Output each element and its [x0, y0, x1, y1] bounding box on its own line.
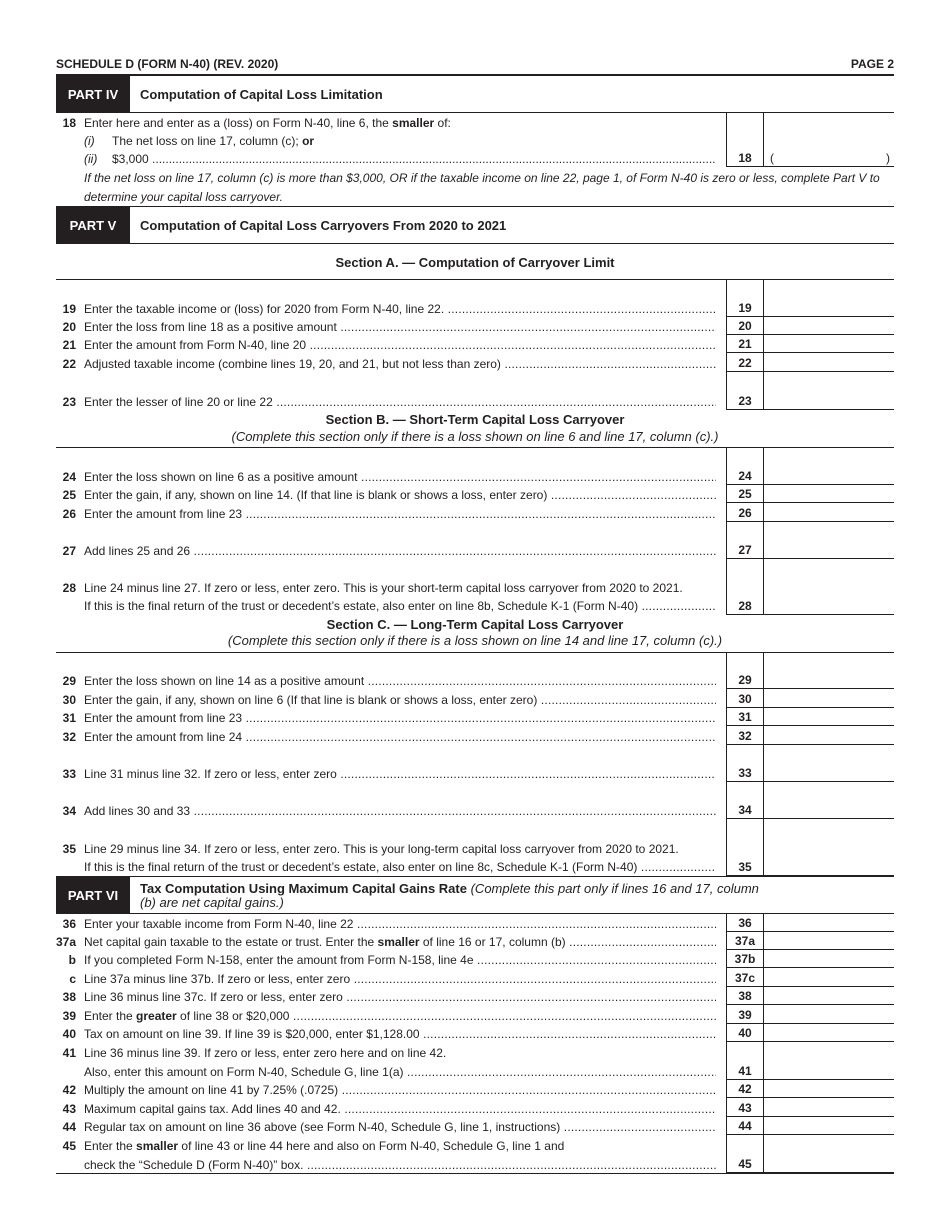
line-35-cont: If this is the final return of the trust or decedent’s estate, also enter on line 8c, Schedule K-1 (Form N-40) ..... [56, 859, 716, 876]
box-label-44: 44 [726, 1117, 764, 1135]
amount-field-33[interactable] [764, 764, 894, 782]
form-title: SCHEDULE D (FORM N-40) (REV. 2020) [56, 57, 279, 71]
line-27: 27 Add lines 25 and 26 ..... [56, 543, 716, 560]
page-number: PAGE 2 [850, 57, 894, 71]
section-c-title: Section C. — Long-Term Capital Loss Carryover [326, 617, 624, 632]
line-28: 28 Line 24 minus line 27. If zero or less, enter zero. This is your short-term capital loss carryover from 2020 to 2021. [62, 581, 683, 595]
line-40: 40 Tax on amount on line 39. If line 39 is $20,000, enter $1,128.00 ..... [56, 1026, 716, 1043]
line-37a: 37a Net capital gain taxable to the estate or trust. Enter the smaller of line 16 or 17, column (b) ..... [56, 934, 716, 951]
line-18-i: (i) The net loss on line 17, column (c); or [84, 134, 315, 148]
box-label-36: 36 [726, 914, 764, 932]
box-label-33: 33 [726, 764, 764, 782]
amount-field-29[interactable] [764, 671, 894, 689]
amount-field-37a[interactable] [764, 932, 894, 950]
line-26: 26 Enter the amount from line 23 ..... [56, 506, 716, 523]
box-label-20: 20 [726, 317, 764, 335]
amount-field-45[interactable] [764, 1155, 894, 1173]
line-35: 35 Line 29 minus line 34. If zero or less, enter zero. This is your long-term capital loss carryover from 2020 to 2021. [62, 842, 679, 856]
line-34: 34 Add lines 30 and 33 ..... [56, 803, 716, 820]
line-25: 25 Enter the gain, if any, shown on line 14. (If that line is blank or shows a loss, enter zero) ..... [56, 487, 716, 504]
amount-field-23[interactable] [764, 392, 894, 410]
box-label-23: 23 [726, 392, 764, 410]
line-38: 38 Line 36 minus line 37c. If zero or less, enter zero ..... [56, 989, 716, 1006]
amount-field-24[interactable] [764, 467, 894, 485]
line-29: 29 Enter the loss shown on line 14 as a positive amount ..... [56, 673, 716, 690]
line-23: 23 Enter the lesser of line 20 or line 22 ..... [56, 394, 716, 411]
box-label-45: 45 [726, 1155, 764, 1173]
amount-field-18[interactable]: ( ) [764, 149, 894, 167]
section-b-title: Section B. — Short-Term Capital Loss Carryover [325, 412, 625, 427]
box-label-24: 24 [726, 467, 764, 485]
divider [56, 279, 894, 280]
box-label-32: 32 [726, 727, 764, 745]
line-19: 19 Enter the taxable income or (loss) for 2020 from Form N-40, line 22. ..... [56, 301, 716, 318]
amount-field-30[interactable] [764, 690, 894, 708]
line-24: 24 Enter the loss shown on line 6 as a positive amount ..... [56, 469, 716, 486]
page-header [56, 57, 894, 74]
section-a-title: Section A. — Computation of Carryover Limit [335, 255, 615, 270]
amount-field-25[interactable] [764, 485, 894, 503]
amount-field-43[interactable] [764, 1099, 894, 1117]
amount-field-37b[interactable] [764, 950, 894, 968]
box-label-35: 35 [726, 858, 764, 876]
line-22: 22 Adjusted taxable income (combine lines 19, 20, and 21, but not less than zero) ..... [56, 356, 716, 373]
divider [56, 243, 894, 244]
part-vi-header [56, 877, 894, 913]
line-41-cont: Also, enter this amount on Form N-40, Schedule G, line 1(a) ..... [56, 1064, 716, 1081]
box-label-27: 27 [726, 541, 764, 559]
box-label-18: 18 [726, 149, 764, 167]
section-b-subtitle: (Complete this section only if there is a loss shown on line 6 and line 17, column (c).) [231, 429, 719, 444]
box-label-37c: 37c [726, 969, 764, 987]
section-c-subtitle: (Complete this section only if there is a loss shown on line 14 and line 17, column (c).) [227, 633, 723, 648]
line-30: 30 Enter the gain, if any, shown on line 6 (If that line is blank or shows a loss, enter zero) ..... [56, 692, 716, 709]
box-label-21: 21 [726, 335, 764, 353]
amount-field-21[interactable] [764, 335, 894, 353]
amount-field-35[interactable] [764, 858, 894, 876]
line-18-ii: (ii) $3,000 ..... [56, 151, 716, 168]
part-vi-label: PART VI [56, 877, 130, 913]
line-37c: c Line 37a minus line 37b. If zero or less, enter zero ..... [56, 971, 716, 988]
amount-field-31[interactable] [764, 708, 894, 726]
line-44: 44 Regular tax on amount on line 36 above (see Form N-40, Schedule G, line 1, instructions) ..... [56, 1119, 716, 1136]
divider [56, 447, 894, 448]
part-iv-label: PART IV [56, 76, 130, 112]
amount-field-41[interactable] [764, 1062, 894, 1080]
part-v-label: PART V [56, 207, 130, 243]
box-label-43: 43 [726, 1099, 764, 1117]
part-iv-note: If the net loss on line 17, column (c) is more than $3,000, OR if the taxable income on line 22, page 1, of Form N-40 is zero or less, complete Part V to determine your capital loss carryover. [84, 171, 880, 204]
amount-field-36[interactable] [764, 914, 894, 932]
part-vi-title: Tax Computation Using Maximum Capital Gains Rate (Complete this part only if lines 16 and 17, column (b) are net capital gains.) [140, 881, 759, 910]
line-45-cont: check the “Schedule D (Form N-40)” box. ..... [56, 1157, 716, 1174]
amount-field-44[interactable] [764, 1117, 894, 1135]
amount-field-38[interactable] [764, 987, 894, 1005]
box-label-34: 34 [726, 801, 764, 819]
box-label-26: 26 [726, 504, 764, 522]
box-label-25: 25 [726, 485, 764, 503]
box-label-41: 41 [726, 1062, 764, 1080]
amount-field-42[interactable] [764, 1080, 894, 1098]
line-41: 41 Line 36 minus line 39. If zero or less, enter zero here and on line 42. [62, 1046, 447, 1060]
amount-field-34[interactable] [764, 801, 894, 819]
line-42: 42 Multiply the amount on line 41 by 7.25% (.0725) ..... [56, 1082, 716, 1099]
line-36: 36 Enter your taxable income from Form N-40, line 22 ..... [56, 916, 716, 933]
amount-field-27[interactable] [764, 541, 894, 559]
line-37b: b If you completed Form N-158, enter the amount from Form N-158, line 4e ..... [56, 952, 716, 969]
part-iv-title: Computation of Capital Loss Limitation [140, 86, 383, 102]
box-label-31: 31 [726, 708, 764, 726]
box-label-38: 38 [726, 987, 764, 1005]
part-v-header [56, 207, 894, 243]
line-21: 21 Enter the amount from Form N-40, line 20 ..... [56, 337, 716, 354]
box-label-29: 29 [726, 671, 764, 689]
line-20: 20 Enter the loss from line 18 as a positive amount ..... [56, 319, 716, 336]
box-label-19: 19 [726, 299, 764, 317]
part-v-title: Computation of Capital Loss Carryovers From 2020 to 2021 [140, 217, 507, 233]
box-label-30: 30 [726, 690, 764, 708]
amount-field-22[interactable] [764, 354, 894, 372]
amount-field-32[interactable] [764, 727, 894, 745]
amount-field-39[interactable] [764, 1006, 894, 1024]
amount-field-26[interactable] [764, 504, 894, 522]
line-33: 33 Line 31 minus line 32. If zero or less, enter zero ..... [56, 766, 716, 783]
line-28-cont: If this is the final return of the trust or decedent’s estate, also enter on line 8b, Schedule K-1 (Form N-40) ..... [56, 598, 716, 615]
box-label-40: 40 [726, 1024, 764, 1042]
amount-field-40[interactable] [764, 1024, 894, 1042]
line-32: 32 Enter the amount from line 24 ..... [56, 729, 716, 746]
line-45: 45 Enter the smaller of line 43 or line 44 here and also on Form N-40, Schedule G, line 1 and [62, 1139, 565, 1153]
box-label-28: 28 [726, 597, 764, 615]
amount-field-37c[interactable] [764, 969, 894, 987]
line-18: 18 Enter here and enter as a (loss) on Form N-40, line 6, the smaller of: [62, 116, 451, 130]
box-label-37b: 37b [726, 950, 764, 968]
amount-field-28[interactable] [764, 597, 894, 615]
box-label-37a: 37a [726, 932, 764, 950]
amount-field-19[interactable] [764, 299, 894, 317]
line-39: 39 Enter the greater of line 38 or $20,000 ..... [56, 1008, 716, 1025]
box-label-39: 39 [726, 1006, 764, 1024]
divider [56, 112, 894, 113]
divider [56, 652, 894, 653]
line-43: 43 Maximum capital gains tax. Add lines 40 and 42. ..... [56, 1101, 716, 1118]
box-label-42: 42 [726, 1080, 764, 1098]
box-label-22: 22 [726, 354, 764, 372]
divider [56, 1173, 894, 1174]
amount-field-20[interactable] [764, 317, 894, 335]
part-iv-header [56, 76, 894, 112]
line-31: 31 Enter the amount from line 23 ..... [56, 710, 716, 727]
